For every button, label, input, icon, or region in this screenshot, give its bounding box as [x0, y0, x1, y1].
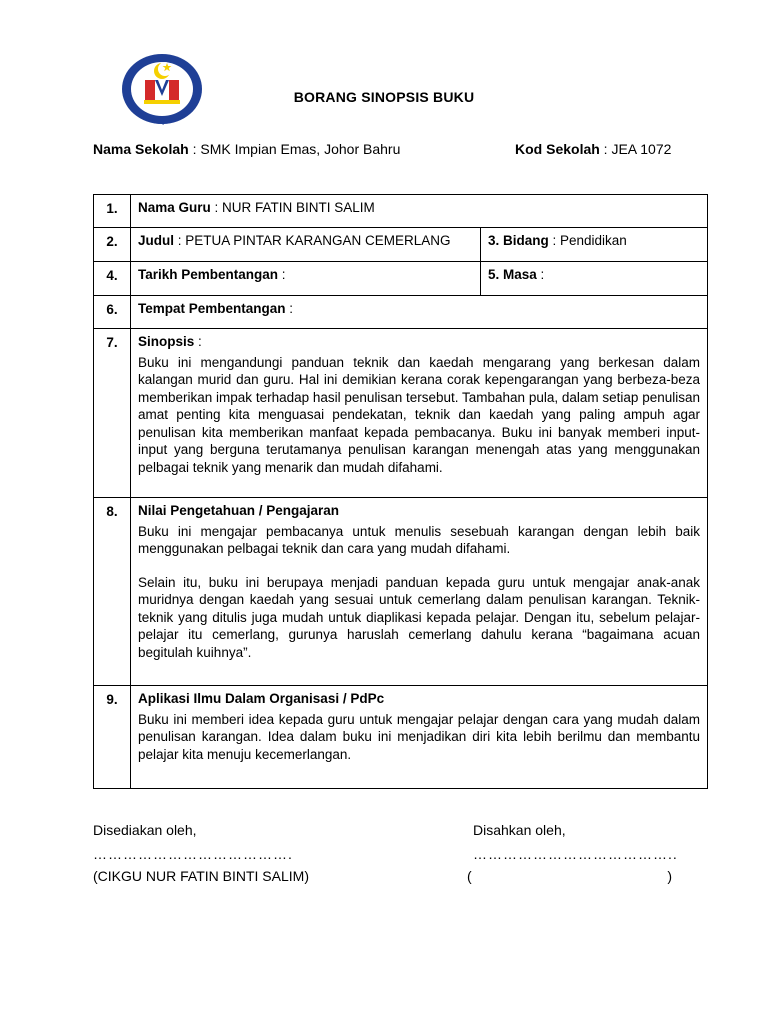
prepared-by-name: (CIKGU NUR FATIN BINTI SALIM) [93, 868, 309, 884]
table-row [94, 498, 708, 686]
presentation-place-value: : [285, 301, 294, 316]
synopsis-text: Buku ini mengandungi panduan teknik dan kaedah mengarang yang berkesan dalam kalangan murid dan guru. Hal ini demikian kerana corak kepengarangan yang berbeza-beza memberikan impak terhadap hasil penulisan tersebut. Tambahan pula, dalam setiap penulisan amat penting kita menguasai pendekatan, teknik dan kaedah yang paling ampuh agar penulisan kita memberikan manfaat kepada pembacanya. Buku ini banyak memberi input-input yang berguna terutamanya penulisan karangan menengah atas yang menggunakan pelbagai teknik yang menarik dan mudah difahami. [138, 354, 700, 475]
presentation-date-cell [131, 262, 481, 296]
teacher-name-label: Nama Guru [138, 200, 211, 215]
table-row [94, 262, 708, 296]
approved-by-open-paren: ( [467, 868, 472, 884]
table-row [94, 228, 708, 262]
synopsis-colon: : [194, 334, 202, 349]
school-code-value: : JEA 1072 [599, 141, 672, 157]
prepared-by-label: Disediakan oleh, [93, 822, 197, 838]
school-name-line [93, 141, 400, 157]
synopsis-label: Sinopsis [138, 334, 195, 349]
approved-by-name [467, 868, 672, 884]
table-row [94, 686, 708, 789]
school-code-label: Kod Sekolah [515, 141, 600, 157]
row-number: 1. [94, 195, 131, 228]
school-name-label: Nama Sekolah [93, 141, 189, 157]
document-title [0, 89, 768, 105]
row-number: 9. [94, 686, 131, 789]
teacher-name-value: : NUR FATIN BINTI SALIM [210, 200, 375, 215]
synopsis-form-table [93, 194, 708, 789]
knowledge-value-label: Nilai Pengetahuan / Pengajaran [138, 503, 340, 518]
field-label: 3. Bidang [488, 233, 549, 248]
knowledge-paragraph-2: Selain itu, buku ini berupaya menjadi panduan kepada guru untuk mengajar anak-anak muridnya dengan kaedah yang sesuai untuk cemerlang dalam penulisan karangan. Teknik-teknik yang ditulis juga mudah untuk diaplikasi kepada pelajar. Dengan itu, sebelum pelajar-pelajar itu cemerlang, gurunya haruslah cemerlang dahulu kerana “bagaimana acuan begitulah kuihnya”. [138, 574, 700, 660]
book-title-cell [131, 228, 481, 262]
presentation-place-cell [131, 296, 708, 329]
application-text: Buku ini memberi idea kepada guru untuk mengajar pelajar dengan cara yang mudah dalam penulisan karangan. Idea dalam buku ini menjadikan diri kita lebih berilmu dan membantu pelajar kita menuju kecemerlangan. [138, 711, 700, 762]
approved-by-label: Disahkan oleh, [473, 822, 566, 838]
row-number: 4. [94, 262, 131, 296]
row-number: 6. [94, 296, 131, 329]
time-cell [481, 262, 708, 296]
school-name-value: : SMK Impian Emas, Johor Bahru [188, 141, 401, 157]
teacher-name-cell [131, 195, 708, 228]
table-row [94, 329, 708, 498]
prepared-by-signature-line: …………………………………. [93, 846, 293, 862]
presentation-date-value: : [278, 267, 286, 282]
time-label: 5. Masa [488, 267, 537, 282]
row-number: 8. [94, 498, 131, 686]
field-value: : Pendidikan [548, 233, 627, 248]
table-row [94, 195, 708, 228]
book-title-label: Judul [138, 233, 174, 248]
knowledge-paragraph-1: Buku ini mengajar pembacanya untuk menulis sesebuah karangan dengan lebih baik menggunakan pelbagai teknik dan cara yang mudah difahami. [138, 523, 700, 556]
table-row [94, 296, 708, 329]
presentation-place-label: Tempat Pembentangan [138, 301, 286, 316]
application-cell [131, 686, 708, 789]
school-code-line [515, 141, 671, 157]
synopsis-cell [131, 329, 708, 498]
approved-by-signature-line: ………………………………….. [473, 846, 678, 862]
presentation-date-label: Tarikh Pembentangan [138, 267, 279, 282]
book-title-value: : PETUA PINTAR KARANGAN CEMERLANG [174, 233, 451, 248]
approved-by-close-paren: ) [667, 868, 672, 884]
application-label: Aplikasi Ilmu Dalam Organisasi / PdPc [138, 691, 385, 706]
row-number: 7. [94, 329, 131, 498]
time-value: : [536, 267, 545, 282]
logo-arc-text: KEMENTERIAN PELAJARAN MALAYSIA [127, 96, 196, 126]
knowledge-value-cell [131, 498, 708, 686]
row-number: 2. [94, 228, 131, 262]
title-text: BORANG SINOPSIS BUKU [293, 89, 475, 105]
field-cell [481, 228, 708, 262]
